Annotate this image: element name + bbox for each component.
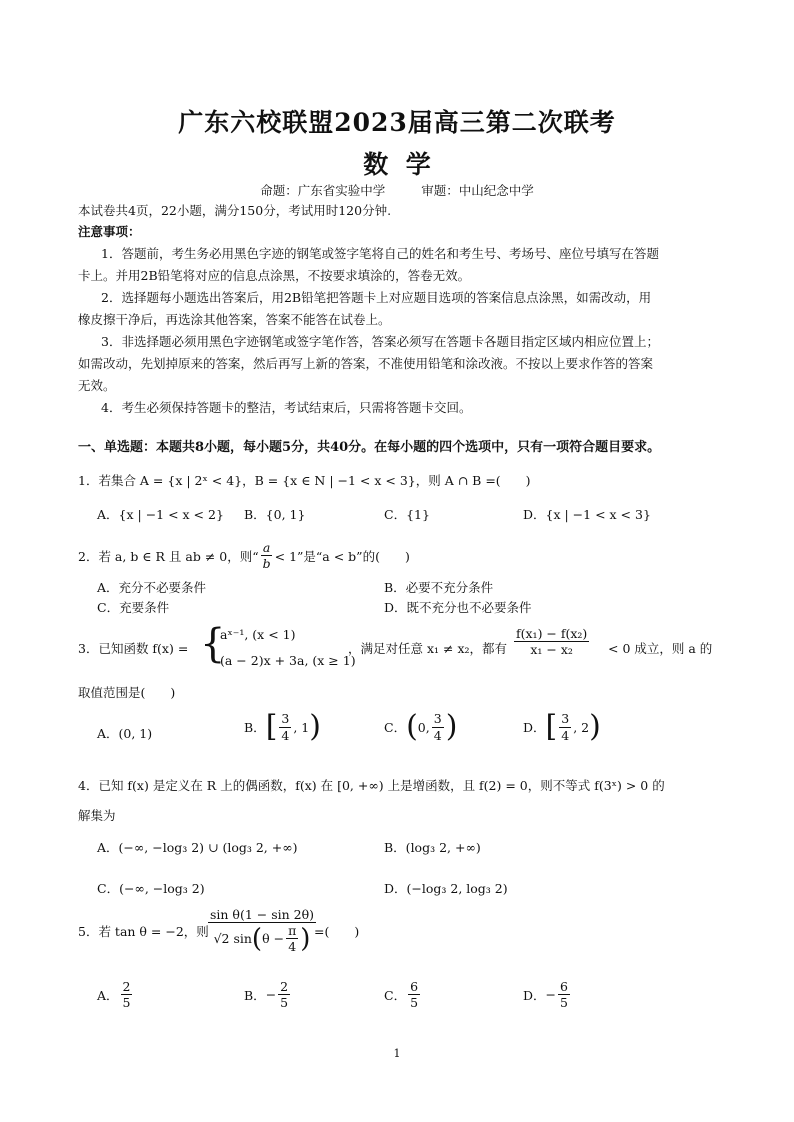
note-3-line-1: 3．非选择题必须用黑色字迹钢笔或签字笔作答，答案必须写在答题卡各题目指定区域内相应位置上； — [101, 334, 659, 349]
q5-option-d-num: 6 — [560, 979, 568, 994]
q2-fraction — [261, 541, 273, 570]
q2-option-a: A．充分不必要条件 — [97, 580, 207, 595]
q1-option-a: A．{x | −1 < x < 2} — [97, 507, 224, 522]
q4-option-d: D．(−log₃ 2, log₃ 2) — [384, 881, 508, 896]
q5-frac-den-theta: θ − — [262, 931, 285, 947]
q3-piece-2: (a − 2)x + 3a, (x ≥ 1) — [220, 653, 356, 668]
q5-pi-den: 4 — [288, 939, 297, 955]
page-number: 1 — [393, 1047, 401, 1060]
note-4: 4．考生必须保持答题卡的整洁，考试结束后，只需将答题卡交回。 — [101, 400, 472, 415]
q5-option-c — [384, 980, 422, 1009]
q3-option-c-left-paren: ( — [406, 709, 418, 744]
q5-option-a-label: A． — [97, 987, 119, 1003]
note-2-line-2: 橡皮擦干净后，再选涂其他答案，答案不能答在试卷上。 — [78, 312, 391, 327]
q4-option-b: B．(log₃ 2, +∞) — [384, 840, 481, 855]
q3-frac-num: f(x₁) − f(x₂) — [516, 626, 588, 641]
q3-stem-tail: < 0 成立，则 a 的 — [608, 641, 713, 656]
q3-option-a: A．(0, 1) — [97, 726, 153, 741]
q5-den-right-paren: ) — [300, 923, 311, 954]
q2-stem-head: 2．若 a, b ∈ R 且 ab ≠ 0，则“ — [78, 548, 259, 564]
q2-frac-num: a — [262, 540, 271, 555]
q1-stem: 1．若集合 A = {x | 2ˣ < 4}，B = {x ∈ N | −1 < x < 3}，则 A ∩ B =( ) — [78, 473, 531, 488]
note-3-line-3: 无效。 — [78, 378, 116, 393]
q5-option-b-label: B． — [244, 987, 266, 1003]
q5-pi-num: π — [288, 923, 297, 939]
q5-option-c-den: 5 — [410, 995, 419, 1011]
section-heading-single-choice: 一、单选题：本题共8小题，每小题5分，共40分。在每小题的四个选项中，只有一项符合题目要求。 — [78, 440, 661, 455]
q5-option-b-den: 5 — [280, 995, 289, 1011]
q3-option-d-num: 3 — [561, 711, 570, 727]
q5-option-a — [97, 980, 134, 1009]
q3-option-c-right-paren: ) — [445, 709, 458, 744]
q5-option-d — [523, 980, 572, 1009]
q5-frac-num: sin θ(1 − sin 2θ) — [210, 907, 315, 922]
q5-option-c-fraction — [408, 980, 420, 1009]
q5-fraction-wrap — [206, 908, 318, 953]
q5-option-b — [244, 980, 292, 1009]
subject-title: 数 学 — [363, 150, 431, 179]
q3-option-c-head: 0, — [417, 719, 430, 735]
q5-option-b-num: 2 — [280, 979, 289, 994]
q5-frac-den-sin: √2 sin — [213, 931, 252, 947]
q5-option-b-fraction — [278, 980, 290, 1009]
q3-option-b-den: 4 — [281, 727, 290, 743]
authors-line — [0, 181, 794, 199]
q3-piecewise-brace: { — [200, 621, 226, 667]
q3-piece-1: aˣ⁻¹, (x < 1) — [220, 627, 296, 642]
q5-option-d-fraction — [558, 980, 570, 1009]
q3-option-c — [384, 709, 458, 744]
q2-stem-tail: < 1”是“a < b”的( ) — [274, 548, 410, 564]
q2-option-c: C．充要条件 — [97, 600, 170, 615]
q5-den-left-paren: ( — [251, 923, 263, 954]
note-1-line-1: 1．答题前，考生务必用黑色字迹的钢笔或签字笔将自己的姓名和考生号、考场号、座位号填写在答题 — [101, 246, 659, 261]
q3-option-b-num: 3 — [281, 711, 290, 727]
q3-stem-line-2: 取值范围是( ) — [78, 685, 176, 700]
q3-option-b-tail: , 1 — [293, 719, 310, 735]
q5-pi-fraction — [286, 924, 298, 953]
q5-option-a-den: 5 — [122, 995, 131, 1011]
note-3-line-2: 如需改动，先划掉原来的答案，然后再写上新的答案，不准使用铅笔和涂改液。不按以上要求作答的答案 — [78, 356, 654, 371]
q3-option-c-fraction — [432, 712, 444, 741]
q3-fraction — [514, 627, 589, 656]
q3-option-d-den: 4 — [561, 727, 570, 743]
q3-option-c-num: 3 — [433, 711, 442, 727]
note-1-line-2: 卡上。并用2B铅笔将对应的信息点涂黑，不按要求填涂的，答卷无效。 — [78, 268, 471, 283]
author-setter: 命题：广东省实验中学 — [260, 183, 386, 198]
q5-option-b-sign: − — [265, 987, 277, 1003]
q4-stem-line-2: 解集为 — [78, 808, 116, 823]
q3-option-d-right-paren: ) — [589, 709, 601, 744]
q3-option-b-fraction — [279, 712, 291, 741]
q3-option-d-fraction — [559, 712, 571, 741]
q5-option-d-label: D． — [523, 987, 546, 1003]
q5-fraction — [208, 908, 316, 953]
q3-option-b — [244, 709, 321, 744]
q3-option-d-left-bracket: [ — [545, 709, 558, 744]
q3-stem-head: 3．已知函数 f(x) = — [78, 641, 189, 656]
q1-option-d: D．{x | −1 < x < 3} — [523, 507, 651, 522]
intro-text: 本试卷共4页，22小题，满分150分，考试用时120分钟. — [78, 203, 392, 218]
q3-option-d-tail: , 2 — [573, 719, 590, 735]
q2-option-d: D．既不充分也不必要条件 — [384, 600, 532, 615]
note-2-line-1: 2．选择题每小题选出答案后，用2B铅笔把答题卡上对应题目选项的答案信息点涂黑，如需改动，用 — [101, 290, 652, 305]
q5-option-c-label: C． — [384, 987, 407, 1003]
q2-frac-den: b — [262, 556, 271, 572]
q4-option-c: C．(−∞, −log₃ 2) — [97, 881, 205, 896]
q3-option-d — [523, 709, 601, 744]
author-reviewer: 审题：中山纪念中学 — [421, 183, 534, 198]
q5-option-a-fraction — [121, 980, 133, 1009]
q3-option-b-label: B． — [244, 720, 266, 735]
q5-option-a-num: 2 — [122, 979, 131, 994]
q5-option-c-num: 6 — [410, 979, 419, 994]
q4-option-a: A．(−∞, −log₃ 2) ∪ (log₃ 2, +∞) — [97, 840, 298, 855]
q5-option-d-sign: − — [545, 987, 557, 1003]
q5-frac-den — [212, 923, 313, 953]
q5-option-d-den: 5 — [560, 995, 568, 1011]
q2-option-b: B．必要不充分条件 — [384, 580, 494, 595]
q3-option-b-right-paren: ) — [309, 709, 321, 744]
q1-option-b: B．{0, 1} — [244, 507, 306, 522]
q5-stem-head: 5．若 tan θ = −2，则 — [78, 924, 209, 939]
q3-option-d-label: D． — [523, 720, 546, 735]
q3-stem-mid: ，满足对任意 x₁ ≠ x₂，都有 — [348, 641, 508, 656]
notes-heading: 注意事项： — [78, 224, 141, 239]
exam-title: 广东六校联盟2023届高三第二次联考 — [178, 108, 616, 137]
q3-fraction-wrap — [512, 627, 591, 656]
q1-option-c: C．{1} — [384, 507, 430, 522]
q5-stem-tail: =( ) — [314, 924, 360, 939]
q3-option-c-den: 4 — [433, 727, 442, 743]
q3-option-b-left-bracket: [ — [265, 709, 278, 744]
q2-stem — [78, 541, 410, 570]
q4-stem-line-1: 4．已知 f(x) 是定义在 R 上的偶函数，f(x) 在 [0, +∞) 上是增函数，且 f(2) = 0，则不等式 f(3ˣ) > 0 的 — [78, 778, 665, 793]
q3-frac-den: x₁ − x₂ — [530, 642, 573, 658]
q3-option-c-label: C． — [384, 720, 407, 735]
